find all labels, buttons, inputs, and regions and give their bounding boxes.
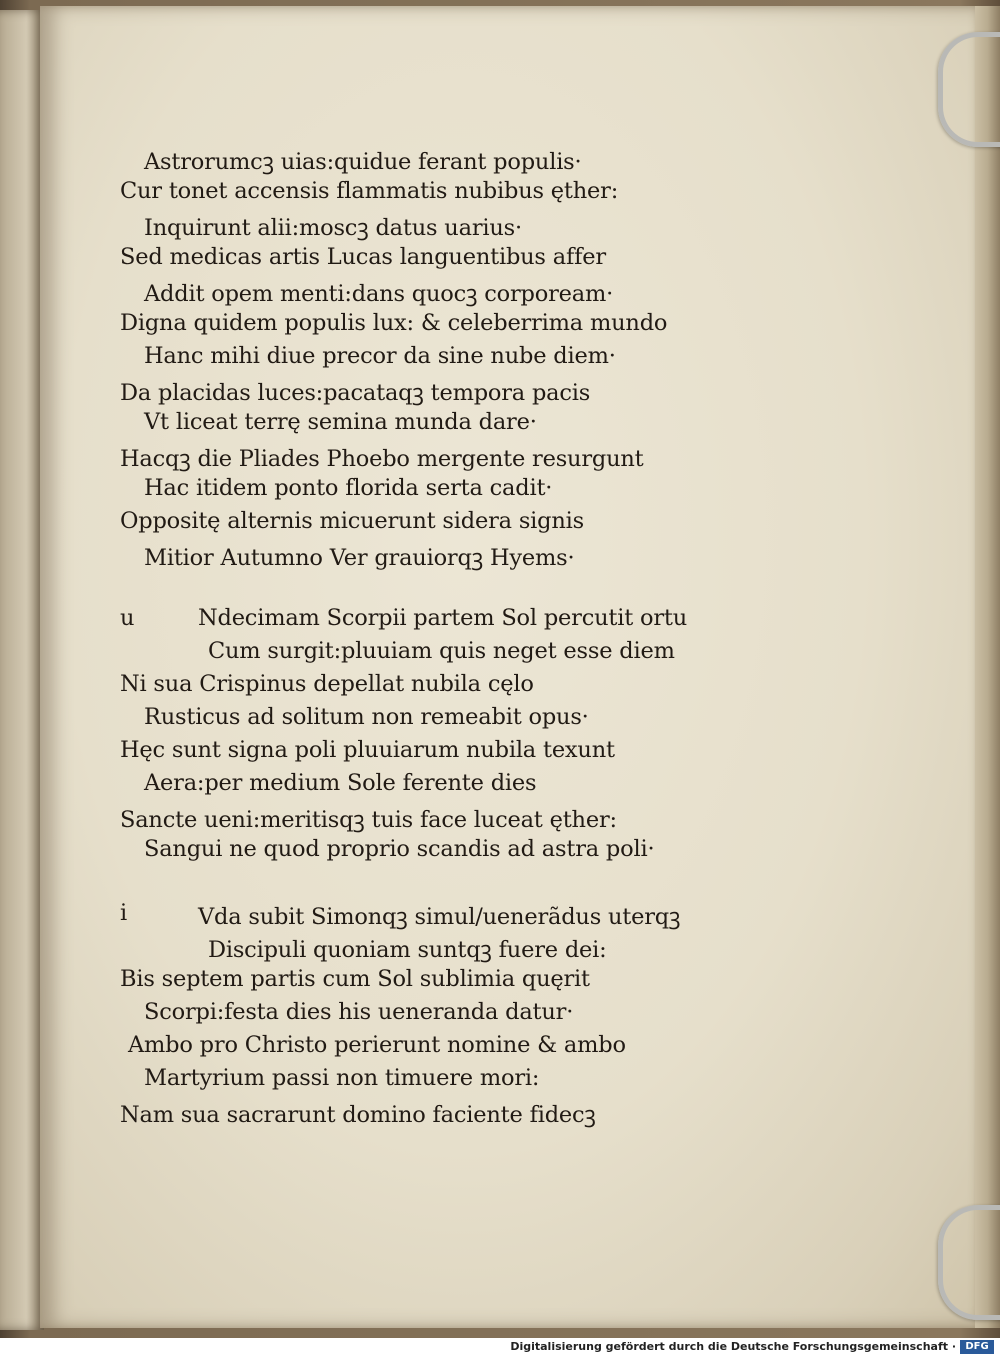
text-line: Cum surgit:pluuiam quis neget esse diem [208, 638, 675, 664]
text-line: Cur tonet accensis flammatis nubibus ęther: [120, 178, 619, 204]
text-line: Ni sua Crispinus depellat nubila cęlo [120, 671, 534, 697]
text-line: Astrorumcꝫ uias:quidue ferant populis· [144, 149, 582, 175]
text-line: Martyrium passi non timuere mori: [144, 1065, 540, 1091]
page-stack-edge [975, 6, 1000, 1328]
text-line: Vt liceat terrę semina munda dare· [144, 409, 537, 435]
text-line: Ambo pro Christo perierunt nomine & ambo [128, 1032, 626, 1058]
funding-credit: Digitalisierung gefördert durch die Deutsche Forschungsgemeinschaft · [510, 1340, 956, 1353]
text-line: Hacqꝫ die Pliades Phoebo mergente resurgunt [120, 446, 644, 472]
text-line: Da placidas luces:pacataqꝫ tempora pacis [120, 380, 591, 406]
text-line: Bis septem partis cum Sol sublimia quęrit [120, 966, 590, 992]
text-line: Sancte ueni:meritisqꝫ tuis face luceat ęther: [120, 807, 617, 833]
text-line: Sangui ne quod proprio scandis ad astra poli· [144, 836, 655, 862]
text-line: Scorpi:festa dies his ueneranda datur· [144, 999, 574, 1025]
text-line: Hanc mihi diue precor da sine nube diem· [144, 343, 616, 369]
text-line: Hac itidem ponto florida serta cadit· [144, 475, 553, 501]
text-line: u [120, 605, 135, 631]
text-line: Oppositę alternis micuerunt sidera signis [120, 508, 584, 534]
book-clip-bottom [938, 1205, 1000, 1320]
text-line: Vda subit Simonqꝫ simul/uenerãdus uterqꝫ [198, 904, 681, 930]
footer-bar [0, 1338, 1000, 1358]
printed-text-block [120, 145, 840, 1128]
text-line: Inquirunt alii:moscꝫ datus uarius· [144, 215, 522, 241]
text-line: Discipuli quoniam suntqꝫ fuere dei: [208, 937, 607, 963]
text-line: Ndecimam Scorpii partem Sol percutit ortu [198, 605, 688, 631]
text-line: Addit opem menti:dans quocꝫ corpoream· [144, 281, 614, 307]
text-line: Aera:per medium Sole ferente dies [144, 770, 537, 796]
dfg-logo: DFG [960, 1340, 994, 1354]
text-line: i [120, 900, 127, 926]
text-line: Mitior Autumno Ver grauiorqꝫ Hyems· [144, 545, 575, 571]
text-line: Nam sua sacrarunt domino faciente fidecꝫ [120, 1102, 596, 1128]
facing-page-edge [0, 10, 44, 1330]
text-line: Digna quidem populis lux: & celeberrima mundo [120, 310, 668, 336]
text-line: Hęc sunt signa poli pluuiarum nubila texunt [120, 737, 615, 763]
book-clip-top [938, 32, 1000, 147]
text-line: Sed medicas artis Lucas languentibus affer [120, 244, 606, 270]
text-line: Rusticus ad solitum non remeabit opus· [144, 704, 589, 730]
